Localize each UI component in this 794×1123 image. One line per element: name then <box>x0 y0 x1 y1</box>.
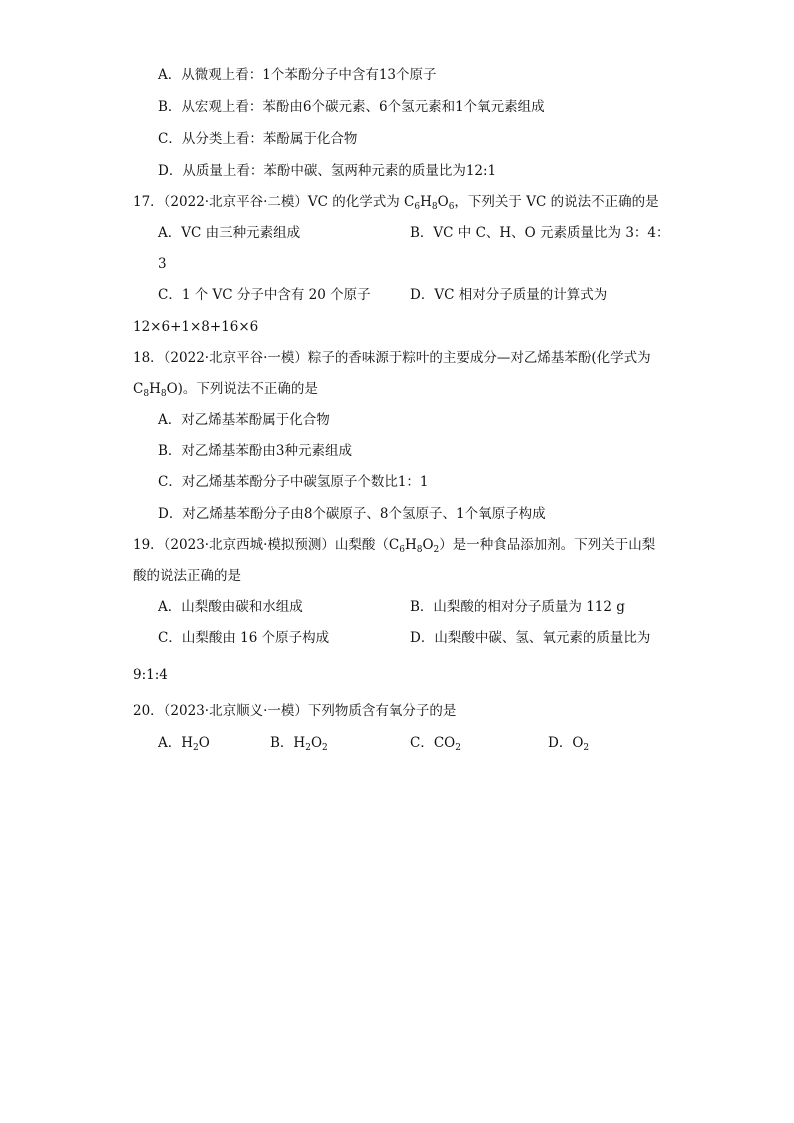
q19-mid-2: O <box>422 537 434 553</box>
q18-option-d: D．对乙烯基苯酚分子由8个碳原子、8个氢原子、1个氧原子构成 <box>158 506 546 522</box>
q18-stem-line1: 18．（2022·北京平谷·一模）粽子的香味源于粽叶的主要成分—对乙烯基苯酚(化学式为 <box>133 350 651 366</box>
q19-option-d: D．山梨酸中碳、氢、氧元素的质量比为 <box>410 630 651 646</box>
q19-option-c: C．山梨酸由 16 个原子构成 <box>158 630 330 646</box>
q18-stem-line2 <box>133 380 318 398</box>
q20-option-b-prefix: B．H <box>270 735 306 751</box>
q18-option-a: A．对乙烯基苯酚属于化合物 <box>158 412 330 428</box>
q20-option-b-sub-2: 2 <box>322 743 328 753</box>
q17-stem <box>133 193 659 211</box>
q17-mid-2: O <box>437 194 449 210</box>
q18-mid-1: H <box>149 381 161 397</box>
q20-option-c <box>410 734 461 752</box>
q17-option-d-continued: 12×6+1×8+16×6 <box>133 319 259 335</box>
q19-stem-suffix: ）是一种食品添加剂。下列关于山梨 <box>439 537 656 553</box>
q20-option-d-prefix: D．O <box>548 735 584 751</box>
q18-option-c: C．对乙烯基苯酚分子中碳氢原子个数比1：1 <box>158 474 429 490</box>
q20-option-a-suffix: O <box>198 735 210 751</box>
q19-stem-line1 <box>133 536 655 554</box>
q16-option-a: A．从微观上看：1个苯酚分子中含有13个原子 <box>158 67 437 83</box>
q20-option-b-sub-1: 2 <box>305 743 311 753</box>
q20-option-b <box>270 734 328 752</box>
q17-option-c: C．1 个 VC 分子中含有 20 个原子 <box>158 287 371 303</box>
q17-stem-prefix: 17．（2022·北京平谷·二模）VC 的化学式为 C <box>133 194 415 210</box>
q19-option-a: A．山梨酸由碳和水组成 <box>158 599 303 615</box>
q17-sub-2: 8 <box>431 202 438 212</box>
q16-option-b: B．从宏观上看：苯酚由6个碳元素、6个氢元素和1个氧元素组成 <box>158 99 545 115</box>
q20-option-d <box>548 734 589 752</box>
q18-sub-2: 8 <box>160 389 167 399</box>
q16-option-c: C．从分类上看：苯酚属于化合物 <box>158 131 358 147</box>
q17-option-b-continued: 3 <box>158 256 167 272</box>
q19-sub-2: 8 <box>416 545 423 555</box>
q20-option-c-sub: 2 <box>455 743 461 753</box>
q19-stem-prefix: 19．（2023·北京西城·模拟预测）山梨酸（C <box>133 537 400 553</box>
q20-option-a-sub: 2 <box>193 743 199 753</box>
q18-option-b: B．对乙烯基苯酚由3种元素组成 <box>158 443 353 459</box>
q20-option-d-sub: 2 <box>583 743 590 753</box>
q17-option-a: A．VC 由三种元素组成 <box>158 225 301 241</box>
q18-stem-line2-prefix: C <box>133 381 144 397</box>
q17-sub-3: 6 <box>448 202 455 212</box>
q20-option-c-prefix: C．CO <box>410 735 456 751</box>
q17-sub-1: 6 <box>414 202 421 212</box>
q16-option-d: D．从质量上看：苯酚中碳、氢两种元素的质量比为12:1 <box>158 163 497 179</box>
q20-option-a-prefix: A．H <box>158 735 194 751</box>
q19-stem-line2: 酸的说法正确的是 <box>133 568 241 584</box>
q19-sub-1: 6 <box>399 545 405 555</box>
q17-option-b: B．VC 中 C、H、O 元素质量比为 3：4： <box>410 225 670 241</box>
q19-option-b: B．山梨酸的相对分子质量为 112 g <box>410 599 625 615</box>
q19-mid-1: H <box>404 537 417 553</box>
q17-mid-1: H <box>420 194 432 210</box>
q18-sub-1: 8 <box>143 389 150 399</box>
q19-option-d-continued: 9:1:4 <box>133 667 168 683</box>
q20-stem: 20．（2023·北京顺义·一模）下列物质含有氧分子的是 <box>133 703 457 719</box>
q20-option-b-mid: O <box>310 735 323 751</box>
q20-option-a <box>158 734 210 752</box>
q17-option-d: D．VC 相对分子质量的计算式为 <box>410 287 608 303</box>
q19-sub-3: 2 <box>433 545 440 555</box>
q18-stem-line2-suffix: O)。下列说法不正确的是 <box>166 381 318 397</box>
q17-stem-suffix: ，下列关于 VC 的说法不正确的是 <box>454 194 659 210</box>
